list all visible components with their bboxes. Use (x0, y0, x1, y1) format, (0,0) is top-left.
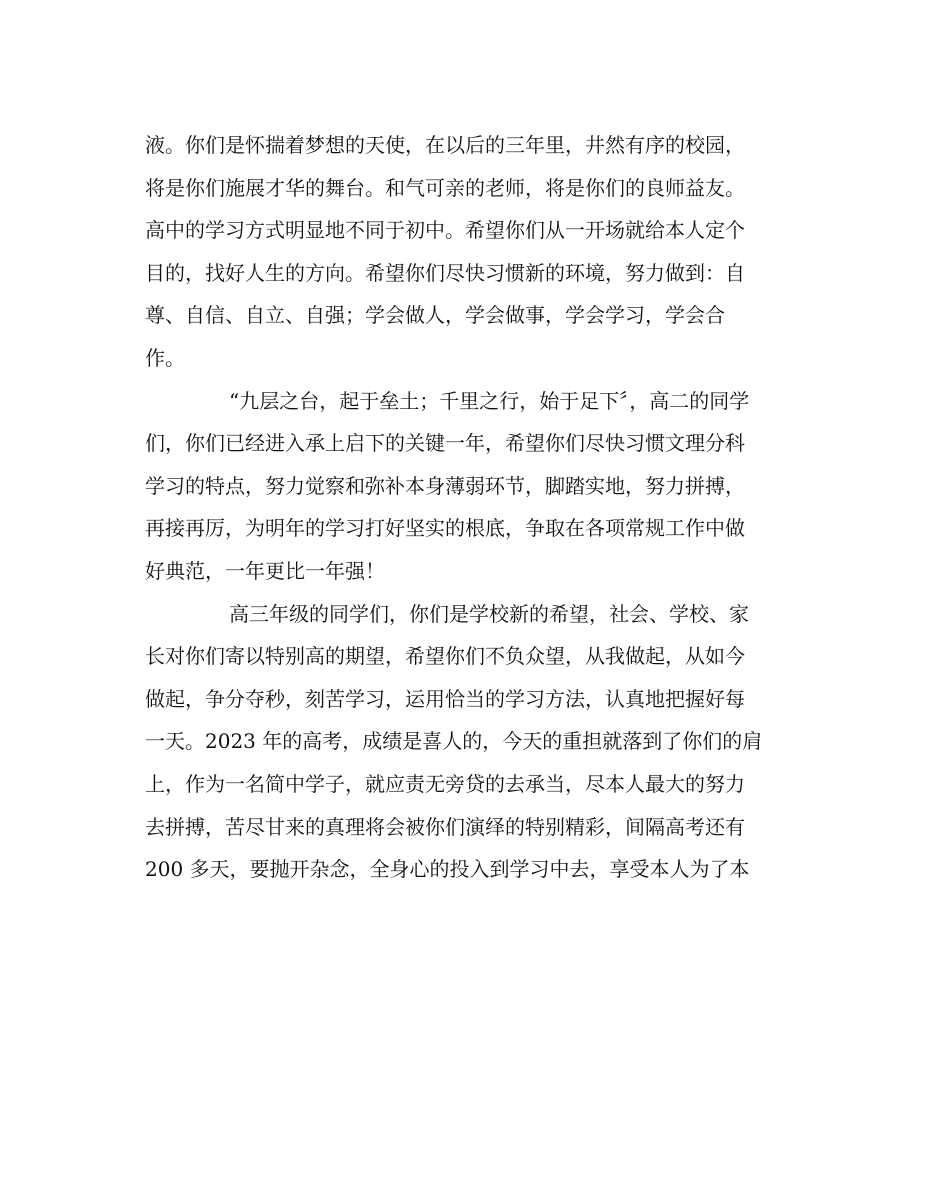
text-line: 高中的学习方式明显地不同于初中。希望你们从一开场就给本人定个 (145, 218, 745, 243)
text-line: 将是你们施展才华的舞台。和气可亲的老师，将是你们的良师益友。 (145, 175, 745, 200)
text-line: 再接再厉，为明年的学习打好坚实的根底，争取在各项常规工作中做 (145, 516, 745, 541)
text-line: 做起，争分夺秒，刻苦学习，运用恰当的学习方法，认真地把握好每 (145, 686, 745, 711)
text-line: 200 多天，要抛开杂念，全身心的投入到学习中去，享受本人为了本 (145, 857, 750, 882)
paragraph-start-line: 高三年级的同学们，你们是学校新的希望，社会、学校、家 (229, 601, 749, 626)
text-line: 目的，找好人生的方向。希望你们尽快习惯新的环境，努力做到：自 (145, 260, 745, 285)
text-line: 好典范，一年更比一年强！ (145, 558, 385, 583)
text-line: 液。你们是怀揣着梦想的天使，在以后的三年里，井然有序的校园， (145, 133, 745, 157)
text-line: 尊、自信、自立、自强；学会做人，学会做事，学会学习，学会合 (145, 303, 725, 328)
text-line: 们，你们已经进入承上启下的关键一年，希望你们尽快习惯文理分科 (145, 431, 745, 456)
text-line: 去拼搏，苦尽甘来的真理将会被你们演绎的特别精彩，间隔高考还有 (145, 814, 745, 839)
text-line: 学习的特点，努力觉察和弥补本身薄弱环节，脚踏实地，努力拼搏， (145, 473, 745, 498)
text-line: 一天。2023 年的高考，成绩是喜人的，今天的重担就落到了你们的肩 (145, 729, 763, 754)
text-line: 上，作为一名简中学子，就应责无旁贷的去承当，尽本人最大的努力 (145, 771, 745, 796)
text-line: 长对你们寄以特别高的期望，希望你们不负众望，从我做起，从如今 (145, 644, 745, 669)
document-body (145, 124, 815, 891)
text-line: 作。 (145, 345, 185, 370)
paragraph-start-line: “九层之台，起于垒土；千里之行，始于足下〞，高二的同学 (229, 388, 750, 413)
